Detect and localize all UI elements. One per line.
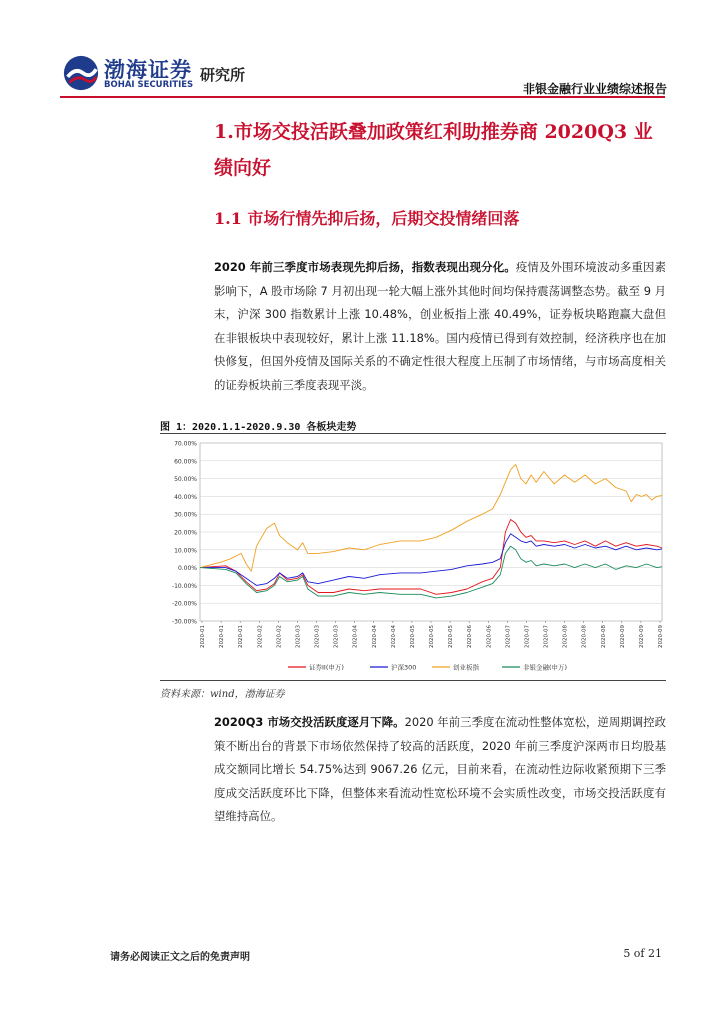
series-line (200, 534, 662, 586)
paragraph-market-performance (214, 256, 666, 398)
legend-label: 证券II(申万) (309, 663, 344, 672)
y-tick-label: -20.00% (171, 600, 197, 608)
x-tick-label: 2020-01 (200, 625, 206, 648)
x-tick-label: 2020-04 (390, 625, 397, 648)
x-tick-label: 2020-02 (276, 625, 283, 648)
x-tick-label: 2020-02 (257, 625, 264, 648)
x-tick-label: 2020-09 (619, 625, 626, 648)
x-tick-label: 2020-03 (333, 625, 340, 648)
x-tick-label: 2020-01 (219, 625, 226, 648)
x-tick-label: 2020-08 (581, 625, 588, 648)
series-line (200, 520, 662, 595)
figure-caption: 图 1：2020.1.1-2020.9.30 各板块走势 (160, 422, 357, 433)
brand-department: 研究所 (200, 66, 246, 84)
x-tick-label: 2020-06 (486, 625, 493, 648)
chart-y-axis (172, 441, 197, 626)
y-tick-label: 10.00% (174, 547, 197, 555)
chart-series (200, 464, 662, 598)
y-tick-label: 30.00% (174, 511, 197, 519)
paragraph-lead: 2020Q3 市场交投活跃度逐月下降。 (214, 715, 405, 729)
x-tick-label: 2020-09 (658, 625, 664, 648)
chart-grid (200, 443, 662, 621)
x-tick-label: 2020-06 (467, 625, 474, 648)
figure-bottom-rule (160, 680, 666, 681)
y-tick-label: 60.00% (174, 458, 197, 466)
figure-source: 资料来源：wind，渤海证券 (160, 689, 285, 700)
brand-name-en: BOHAI SECURITIES (104, 80, 194, 90)
y-tick-label: 50.00% (174, 476, 197, 484)
figure-top-rule (160, 433, 666, 434)
x-tick-label: 2020-07 (505, 625, 512, 648)
chart-x-axis (200, 621, 664, 648)
series-line (200, 464, 662, 571)
subsection-title: 1.1 市场行情先抑后扬，后期交投情绪回落 (214, 209, 520, 228)
y-tick-label: -30.00% (171, 618, 197, 626)
x-tick-label: 2020-08 (562, 625, 569, 648)
section-title: 1.市场交投活跃叠加政策红利助推券商 2020Q3 业绩向好 (214, 121, 653, 179)
legend-label: 沪深300 (391, 663, 417, 672)
x-tick-label: 2020-09 (638, 625, 645, 648)
chart-legend (288, 663, 567, 672)
x-tick-label: 2020-04 (352, 625, 359, 648)
x-tick-label: 2020-05 (409, 625, 416, 648)
legend-label: 非银金融(申万) (523, 663, 568, 672)
y-tick-label: 40.00% (174, 493, 197, 501)
paragraph-lead: 2020 年前三季度市场表现先抑后扬，指数表现出现分化。 (214, 260, 516, 274)
legend-label: 创业板指 (453, 663, 479, 672)
header-divider (60, 96, 665, 98)
sector-trend-chart (160, 435, 666, 679)
x-tick-label: 2020-03 (314, 625, 321, 648)
report-type-label: 非银金融行业业绩综述报告 (522, 82, 667, 96)
y-tick-label: 70.00% (174, 440, 197, 448)
x-tick-label: 2020-07 (543, 625, 550, 648)
brand-name-cn: 渤海证券 (104, 57, 192, 82)
x-tick-label: 2020-05 (448, 625, 455, 648)
x-tick-label: 2020-03 (295, 625, 302, 648)
paragraph-body: 疫情及外围环境波动多重因素影响下，A 股市场除 7 月初出现一轮大幅上涨外其他时间均保持震荡调整态势。截至 9 月末，沪深 300 指数累计上涨 10.48%，创业板指上涨 40.49%，证券板块略跑赢大盘但在非银板块中表现较好，累计上涨 11.18%。国内疫情已得到有效控制，经济秩序也在加快修复，但国外疫情及国际关系的不确定性很大程度上压制了市场情绪，与市场高度相关的证券板块前三季度表现平淡。 (214, 260, 666, 392)
paragraph-trading-activity (214, 711, 666, 829)
x-tick-label: 2020-05 (429, 625, 435, 648)
x-tick-label: 2020-08 (600, 625, 607, 648)
paragraph-body: 2020 年前三季度在流动性整体宽松，逆周期调控政策不断出台的背景下市场依然保持了较高的活跃度，2020 年前三季度沪深两市日均股基成交额同比增长 54.75%达到 9067.26 亿元，目前来看，在流动性边际收紧预期下三季度成交活跃度环比下降，但整体来看流动性宽松环境不会实质性改变，市场交投活跃度有望维持高位。 (214, 715, 666, 824)
y-tick-label: 0.00% (177, 565, 197, 573)
x-tick-label: 2020-01 (238, 625, 245, 648)
page-number: 5 of 21 (623, 947, 662, 960)
x-tick-label: 2020-04 (371, 625, 378, 648)
y-tick-label: 20.00% (174, 529, 197, 537)
y-tick-label: -10.00% (171, 582, 197, 590)
bohai-logo-icon (62, 54, 100, 92)
footer-disclaimer: 请务必阅读正文之后的免责声明 (110, 952, 250, 963)
x-tick-label: 2020-07 (524, 625, 531, 648)
